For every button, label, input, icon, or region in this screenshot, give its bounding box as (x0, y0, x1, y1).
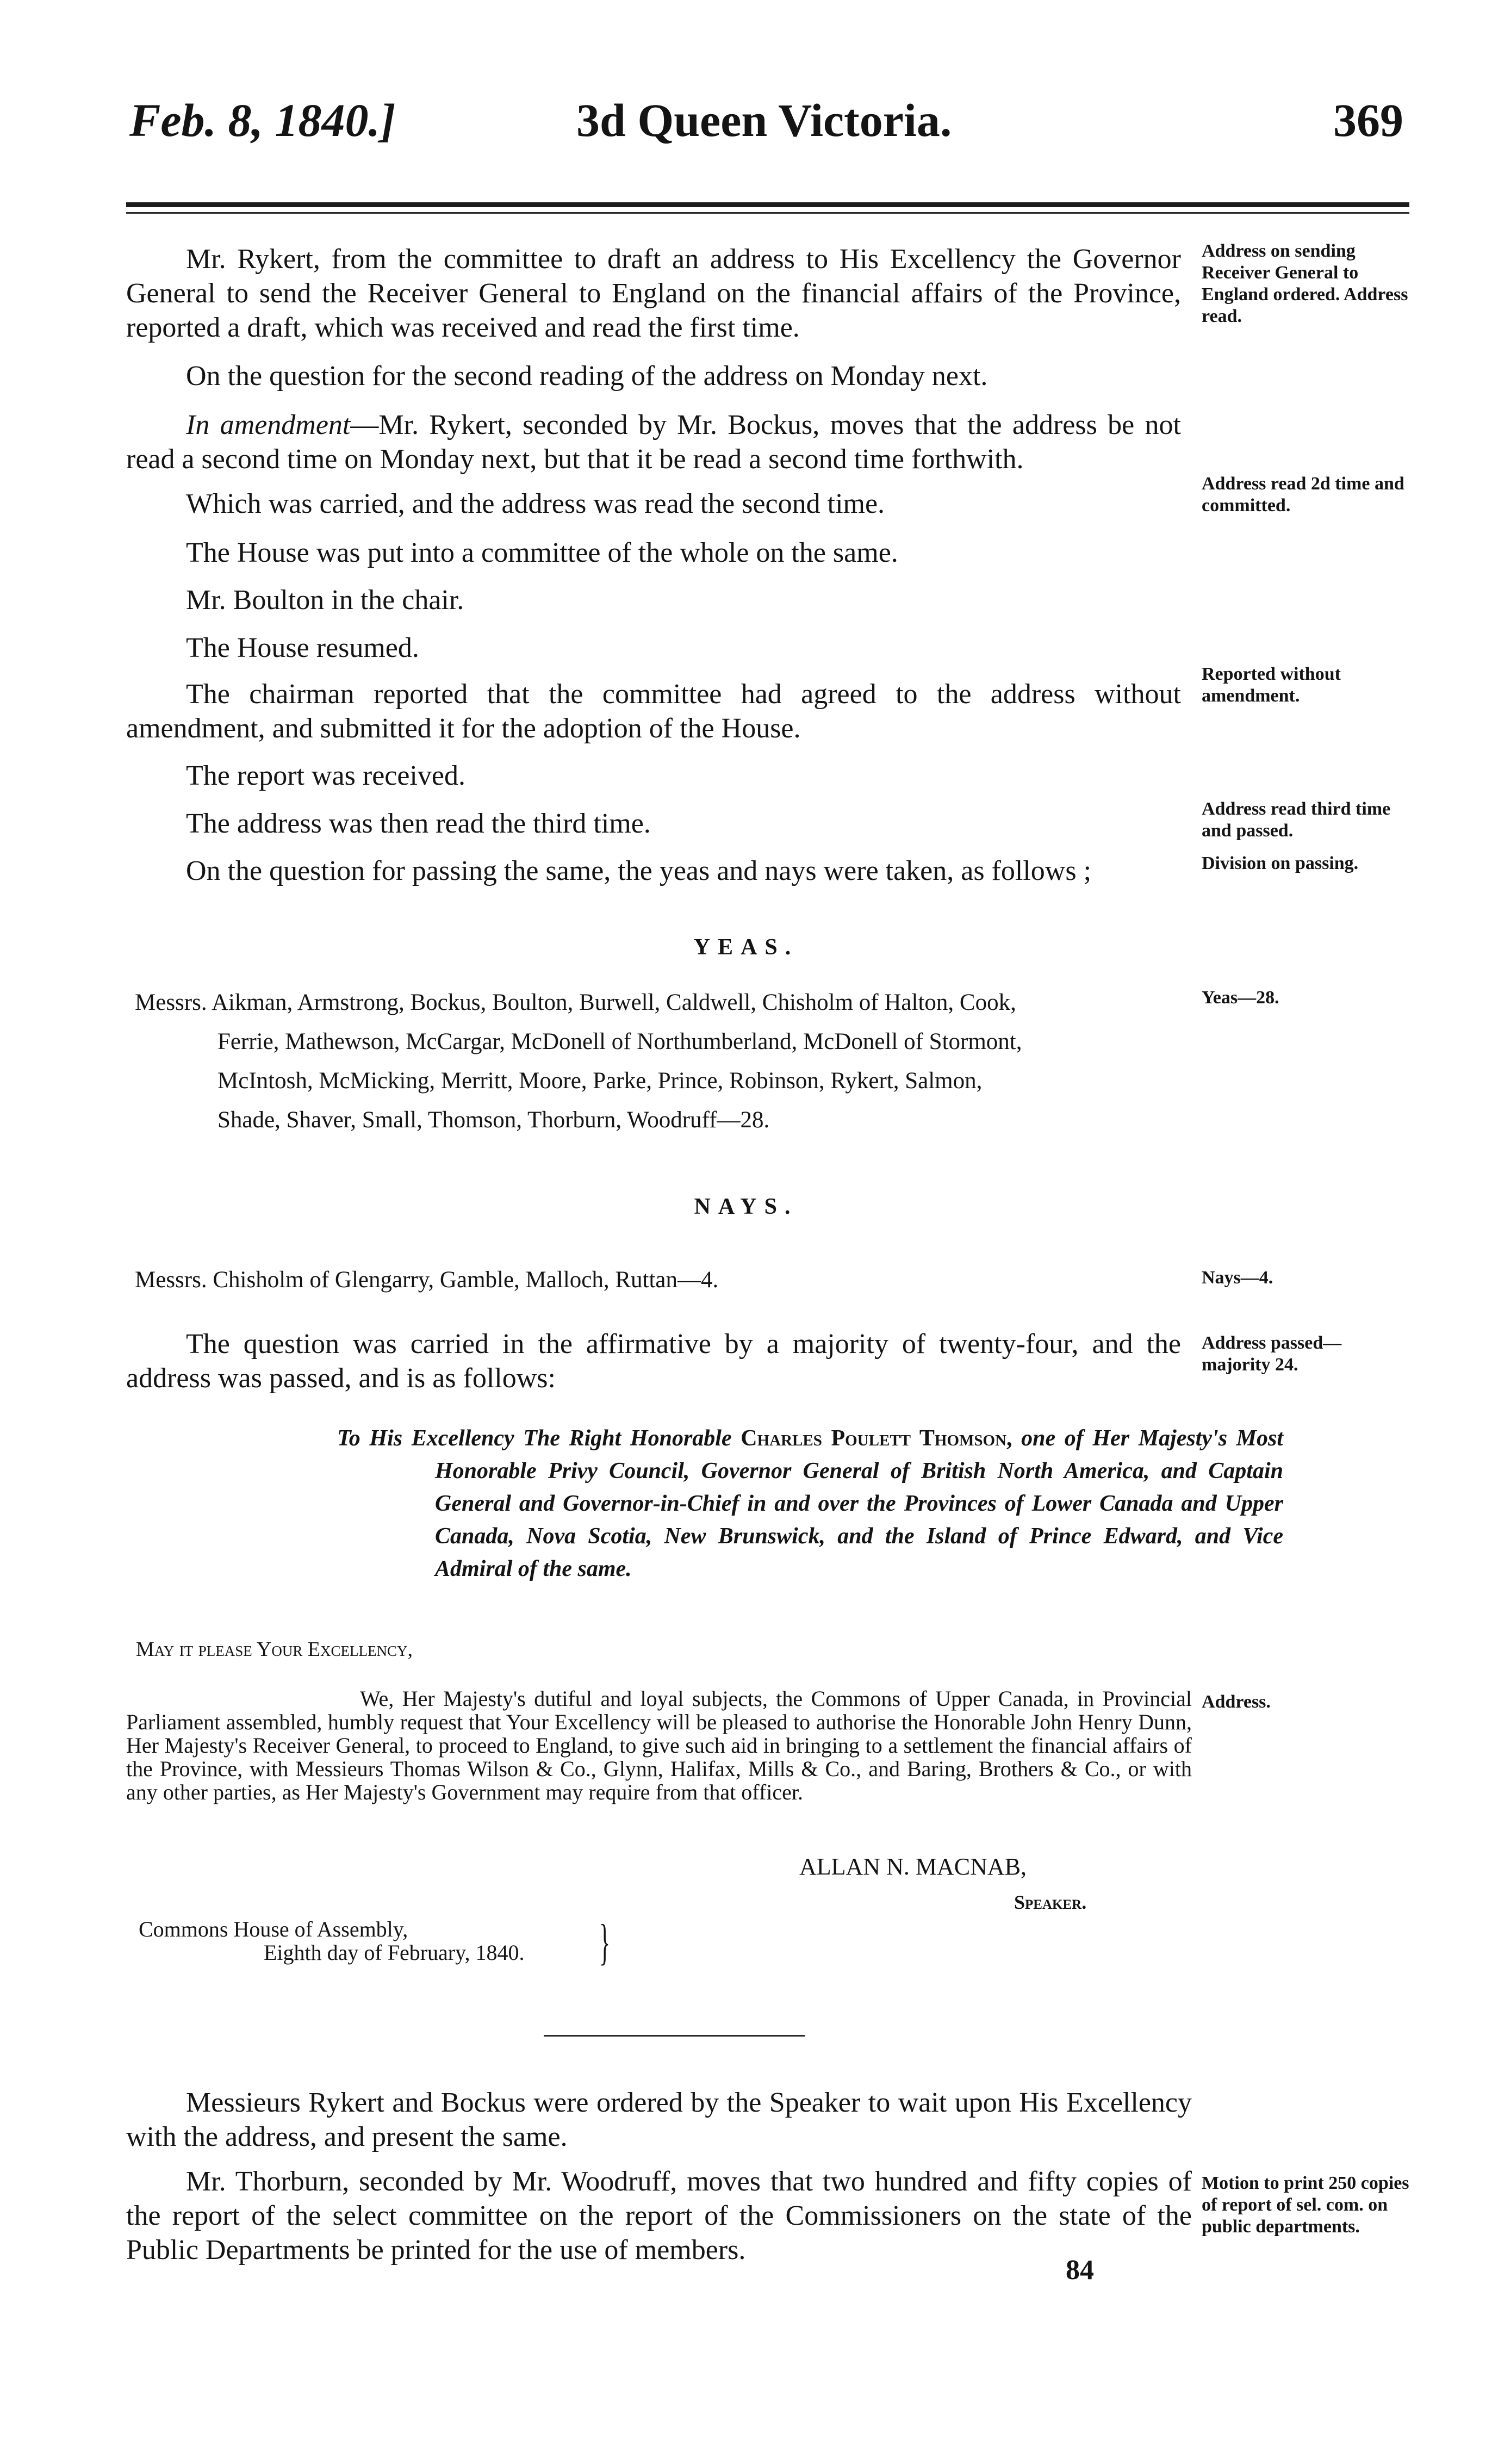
header-date: Feb. 8, 1840.] (129, 94, 396, 146)
address-salutation: May it please Your Excellency, (136, 1638, 413, 1661)
yeas-line-3: McIntosh, McMicking, Merritt, Moore, Parke, Prince, Robinson, Rykert, Salmon, (217, 1068, 983, 1094)
paragraph-carried: Which was carried, and the address was read the second time. (186, 488, 885, 519)
yeas-heading: YEAS. (693, 935, 799, 960)
paragraph-report-received: The report was received. (186, 760, 465, 791)
address-signature: ALLAN N. MACNAB, (799, 1853, 1027, 1880)
address-recipient (337, 1422, 1283, 1585)
address-body: We, Her Majesty's dutiful and loyal subjects, the Commons of Upper Canada, in Provincial Parliament assembled, humbly request that Your Excellency will be pleased to authorise the Honorable John Henry Dunn, Her Majesty's Receiver General, to proceed to England, to give such aid in bringing to a settlement the financial affairs of the Province, with Messieurs Thomas Wilson & Co., Glynn, Halifax, Mills & Co., and Baring, Brothers & Co., or with any other parties, as Her Majesty's Government may require from that officer. (126, 1686, 1192, 1804)
address-place-brace: } (599, 1914, 611, 1970)
address-recipient-prefix: To His Excellency The Right Honorable (337, 1426, 732, 1451)
margin-note-reported: Reported without amendment. (1202, 664, 1341, 706)
signature-mark: 84 (1066, 2255, 1094, 2286)
paragraph-house-resumed: The House resumed. (186, 632, 419, 663)
paragraph-motion-print: Mr. Thorburn, seconded by Mr. Woodruff, moves that two hundred and fifty copies of the report of the select committee on the report of the Commissioners on the state of the Public Departments be printed for the use of members. (126, 2166, 1192, 2266)
header-rule-thin (126, 212, 1409, 214)
address-place-line-1: Commons House of Assembly, (139, 1917, 408, 1941)
margin-note-address-ordered: Address on sending Receiver General to England ordered. Address read. (1202, 241, 1408, 326)
paragraph-result: The question was carried in the affirmative by a majority of twenty-four, and the address was passed, and is as follows: (126, 1329, 1181, 1394)
header-title: 3d Queen Victoria. (576, 94, 952, 146)
margin-note-address-passed: Address passed—majority 24. (1202, 1333, 1342, 1375)
margin-note-third-time: Address read third time and passed. (1202, 799, 1391, 841)
amendment-text: —Mr. Rykert, seconded by Mr. Bockus, moves that the address be not read a second time on Monday next, but that it be read a second time forthwith. (126, 409, 1181, 475)
nays-line-1: Messrs. Chisholm of Glengarry, Gamble, Malloch, Ruttan—4. (135, 1267, 719, 1293)
paragraph-third-reading: The address was then read the third time. (186, 808, 651, 839)
margin-note-motion-print: Motion to print 250 copies of report of sel. com. on public departments. (1202, 2173, 1409, 2237)
paragraph-amendment (126, 408, 1181, 476)
address-signature-title: Speaker. (1014, 1891, 1087, 1913)
yeas-line-4: Shade, Shaver, Small, Thomson, Thorburn, Woodruff—28. (217, 1107, 770, 1133)
address-place-line-2: Eighth day of February, 1840. (264, 1940, 525, 1965)
amendment-label: In amendment (186, 409, 351, 440)
section-divider (544, 2035, 805, 2037)
margin-note-division: Division on passing. (1202, 853, 1359, 873)
margin-note-address: Address. (1202, 1692, 1271, 1712)
paragraph-wait-upon: Messieurs Rykert and Bockus were ordered by the Speaker to wait upon His Excellency with the address, and present the same. (126, 2087, 1192, 2152)
nays-heading: NAYS. (694, 1194, 798, 1219)
margin-note-nays: Nays—4. (1202, 1268, 1273, 1288)
paragraph-committee-whole: The House was put into a committee of the whole on the same. (186, 537, 898, 568)
yeas-line-2: Ferrie, Mathewson, McCargar, McDonell of Northumberland, McDonell of Stormont, (217, 1029, 1022, 1054)
address-recipient-name: Charles Poulett Thomson, (741, 1426, 1012, 1451)
address-recipient-titles: one of Her Majesty's Most Honorable Privy Council, Governor General of British North America, and Captain General and Governor-in-Chief in and over the Provinces of Lower Canada and Upper Canada, Nova Scotia, New Brunswick, and the Island of Prince Edward, and Vice Admiral of the same. (435, 1426, 1284, 1581)
margin-note-second-time: Address read 2d time and committed. (1202, 474, 1404, 516)
paragraph-chairman-report: The chairman reported that the committee had agreed to the address without amendment, and submitted it for the adoption of the House. (126, 679, 1181, 744)
page-number: 369 (1333, 94, 1403, 146)
paragraph-division: On the question for passing the same, the yeas and nays were taken, as follows ; (186, 855, 1092, 886)
paragraph-committee-report: Mr. Rykert, from the committee to draft an address to His Excellency the Governor General to send the Receiver General to England on the financial affairs of the Province, reported a draft, which was received and read the first time. (126, 244, 1181, 343)
yeas-line-1: Messrs. Aikman, Armstrong, Bockus, Boulton, Burwell, Caldwell, Chisholm of Halton, Cook, (135, 990, 1016, 1015)
paragraph-chair: Mr. Boulton in the chair. (186, 585, 464, 616)
margin-note-yeas: Yeas—28. (1202, 988, 1279, 1008)
paragraph-second-reading: On the question for the second reading of the address on Monday next. (186, 361, 988, 392)
header-rule-thick (126, 202, 1409, 207)
